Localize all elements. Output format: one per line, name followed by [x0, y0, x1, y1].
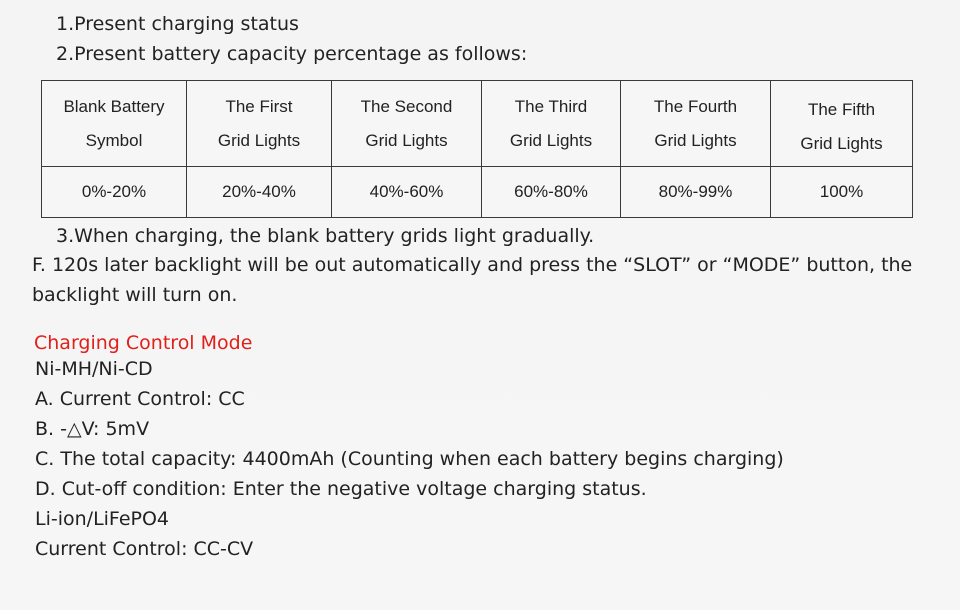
table-header-cell — [42, 81, 187, 167]
backlight-note-line-1: F. 120s later backlight will be out automatically and press the “SLOT” or “MODE” button, the — [32, 254, 913, 276]
header-line-1: The Second — [360, 96, 453, 116]
header-line-2: Grid Lights — [800, 133, 883, 153]
table-header-cell — [332, 81, 482, 167]
status-item-2: 2.Present battery capacity percentage as follows: — [56, 43, 528, 65]
delta-v-line: B. -△V: 5mV — [35, 418, 150, 440]
table-cell: 100% — [771, 167, 913, 218]
header-line-2: Grid Lights — [654, 130, 737, 150]
table-cell: 40%-60% — [332, 167, 482, 218]
table-cell: 80%-99% — [621, 167, 771, 218]
header-line-2: Symbol — [85, 130, 143, 150]
header-line-1: The Fifth — [807, 99, 876, 119]
header-line-2: Grid Lights — [217, 130, 301, 150]
battery-type-liion: Li-ion/LiFePO4 — [35, 508, 170, 530]
status-item-1: 1.Present charging status — [56, 13, 299, 35]
battery-type-nimh: Ni-MH/Ni-CD — [35, 358, 153, 380]
capacity-table — [41, 80, 912, 211]
current-control-line: A. Current Control: CC — [35, 388, 245, 410]
liion-current-control-line: Current Control: CC-CV — [35, 538, 254, 560]
status-item-3: 3.When charging, the blank battery grids light gradually. — [56, 225, 595, 247]
table-cell: 60%-80% — [482, 167, 621, 218]
table-row — [42, 167, 913, 218]
cutoff-condition-line: D. Cut-off condition: Enter the negative voltage charging status. — [35, 478, 647, 500]
table-header-row — [42, 81, 913, 167]
table-cell: 20%-40% — [187, 167, 332, 218]
total-capacity-line: C. The total capacity: 4400mAh (Counting when each battery begins charging) — [35, 448, 784, 470]
table-header-cell — [621, 81, 771, 167]
table-header-cell — [771, 81, 913, 167]
header-line-1: The First — [225, 96, 293, 116]
table-header-cell — [187, 81, 332, 167]
table-header-cell — [482, 81, 621, 167]
header-line-1: Blank Battery — [63, 96, 165, 116]
header-line-1: The Fourth — [653, 96, 738, 116]
backlight-note-line-2: backlight will turn on. — [32, 284, 238, 306]
header-line-2: Grid Lights — [365, 130, 448, 150]
section-title: Charging Control Mode — [34, 332, 253, 354]
header-line-1: The Third — [514, 96, 588, 116]
table-cell: 0%-20% — [42, 167, 187, 218]
header-line-2: Grid Lights — [509, 130, 593, 150]
